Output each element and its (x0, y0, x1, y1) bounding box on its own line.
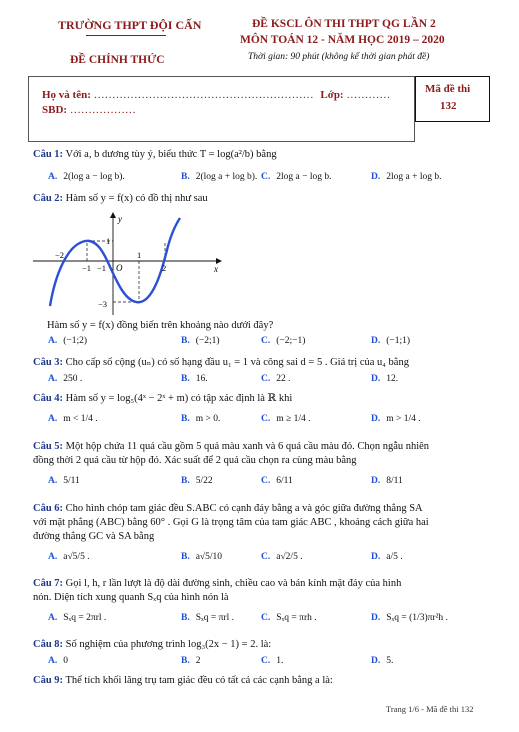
question-4-text: Hàm số y = log₅(4ˣ − 2ˣ + m) có tập xác định là ℝ khi (65, 393, 293, 404)
question-3-text: Cho cấp số cộng (uₙ) có số hạng đầu u₁ = 1 và công sai d = 5 . Giá trị của u₄ bằng (65, 357, 409, 368)
exam-title: ĐỀ KSCL ÔN THI THPT QG LẦN 2 (252, 18, 436, 30)
name-label: Họ và tên: (42, 89, 91, 101)
q1-option-d[interactable]: D. 2log a + log b. (371, 172, 442, 182)
official-label: ĐỀ CHÍNH THỨC (70, 54, 165, 66)
tick-x2: 2 (162, 263, 167, 273)
question-3-label: Câu 3: (33, 357, 64, 368)
sbd-dots: ……………… (69, 104, 136, 116)
q2-option-b[interactable]: B. (−2;1) (181, 336, 220, 346)
q8-option-b[interactable]: B. 2 (181, 656, 201, 666)
tick-y1: 1 (106, 236, 111, 246)
question-7-text-2: nón. Diện tích xung quanh Sₓq của hình nón là (33, 592, 229, 603)
question-2-label: Câu 2: (33, 193, 64, 204)
q4-option-a[interactable]: A. m < 1/4 . (48, 414, 98, 424)
q7-option-d[interactable]: D. Sₓq = (1/3)πr²h . (371, 613, 448, 623)
question-7-label: Câu 7: (33, 578, 64, 589)
q7-option-b[interactable]: B. Sₓq = πrl . (181, 613, 234, 623)
q8-option-a[interactable]: A. 0 (48, 656, 68, 666)
page-footer: Trang 1/6 - Mã đề thi 132 (386, 704, 474, 714)
question-5-text: Một hộp chứa 11 quả cầu gồm 5 quả màu xanh và 6 quả cầu màu đỏ. Chọn ngẫu nhiên (65, 441, 430, 452)
q4-option-d[interactable]: D. m > 1/4 . (371, 414, 421, 424)
q5-option-b[interactable]: B. 5/22 (181, 476, 213, 486)
q4-option-c[interactable]: C. m ≥ 1/4 . (261, 414, 311, 424)
question-4-label: Câu 4: (33, 393, 64, 404)
tick-xm1: −1 (82, 263, 92, 273)
question-9-text: Thể tích khối lăng trụ tam giác đều có tất cả các cạnh bằng a là: (65, 675, 333, 686)
q6-option-c[interactable]: C. a√2/5 . (261, 552, 303, 562)
q6-option-d[interactable]: D. a/5 . (371, 552, 403, 562)
question-8-label: Câu 8: (33, 639, 64, 650)
question-7-text: Gọi l, h, r lần lượt là độ dài đường sinh, chiều cao và bán kính mặt đáy của hình (65, 578, 402, 589)
question-5-text-2: đồng thời 2 quả cầu từ hộp đó. Xác suất để 2 quả cầu chọn ra cùng màu bằng (33, 455, 357, 466)
exam-subject: MÔN TOÁN 12 - NĂM HỌC 2019 – 2020 (240, 34, 445, 46)
tick-xm2: −2 (55, 250, 65, 260)
question-6-text-3: đường thẳng GC và SA bằng (33, 531, 155, 542)
q8-option-c[interactable]: C. 1. (261, 656, 284, 666)
name-line (42, 89, 390, 101)
q2-option-d[interactable]: D. (−1;1) (371, 336, 411, 346)
y-axis-arrow (110, 212, 116, 218)
question-5 (33, 440, 429, 453)
question-9 (33, 674, 333, 687)
question-2-text: Hàm số y = f(x) có đồ thị như sau (65, 193, 208, 204)
q3-option-a[interactable]: A. 250 . (48, 374, 83, 384)
q3-option-d[interactable]: D. 12. (371, 374, 399, 384)
q1-option-b[interactable]: B. 2(log a + log b). (181, 172, 258, 182)
question-4 (33, 392, 292, 405)
exam-time: Thời gian: 90 phút (không kể thời gian phát đề) (248, 52, 430, 62)
question-8 (33, 638, 271, 651)
question-5-label: Câu 5: (33, 441, 64, 452)
q7-option-c[interactable]: C. Sₓq = πrh . (261, 613, 317, 623)
question-6-label: Câu 6: (33, 503, 64, 514)
q2-option-c[interactable]: C. (−2;−1) (261, 336, 306, 346)
q5-option-a[interactable]: A. 5/11 (48, 476, 80, 486)
q2-option-a[interactable]: A. (−1;2) (48, 336, 88, 346)
question-1-text: Với a, b dương tùy ý, biểu thức T = log(a²/b) bằng (65, 149, 277, 160)
tick-ym3: −3 (98, 299, 108, 309)
question-6 (33, 502, 423, 515)
class-dots: ………… (346, 89, 391, 101)
x-axis-label: x (214, 264, 218, 274)
question-1 (33, 148, 277, 161)
school-name: TRƯỜNG THPT ĐỘI CẤN (58, 18, 202, 32)
q4-option-b[interactable]: B. m > 0. (181, 414, 221, 424)
q5-option-c[interactable]: C. 6/11 (261, 476, 293, 486)
name-dots: …………………………………………………… (93, 89, 314, 101)
question-6-text: Cho hình chóp tam giác đều S.ABC có cạnh đáy bằng a và góc giữa đường thẳng SA (65, 503, 423, 514)
q8-option-d[interactable]: D. 5. (371, 656, 394, 666)
school-underline (86, 35, 166, 36)
question-2-prompt: Hàm số y = f(x) đồng biến trên khoảng nào dưới đây? (47, 320, 274, 331)
question-2 (33, 192, 208, 205)
q1-option-c[interactable]: C. 2log a − log b. (261, 172, 332, 182)
exam-code-label: Mã đề thi (425, 83, 471, 95)
y-axis-label: y (118, 214, 122, 224)
question-3 (33, 356, 409, 369)
exam-code-value: 132 (440, 100, 457, 112)
tick-ym1: −1 (97, 263, 107, 273)
sbd-line (42, 104, 136, 116)
question-1-label: Câu 1: (33, 149, 64, 160)
question-9-label: Câu 9: (33, 675, 64, 686)
q7-option-a[interactable]: A. Sₓq = 2πrl . (48, 613, 107, 623)
sbd-label: SBD: (42, 104, 68, 116)
function-graph (28, 210, 228, 322)
origin-label: O (116, 263, 123, 273)
tick-x1: 1 (137, 250, 142, 260)
graph-curve (50, 218, 180, 306)
q5-option-d[interactable]: D. 8/11 (371, 476, 403, 486)
q6-option-b[interactable]: B. a√5/10 (181, 552, 223, 562)
q6-option-a[interactable]: A. a√5/5 . (48, 552, 90, 562)
question-8-text: Số nghiệm của phương trình log₃(2x − 1) = 2. là: (65, 639, 272, 650)
question-6-text-2: với mặt phẳng (ABC) bằng 60° . Gọi G là trọng tâm của tam giác ABC , khoảng cách giữa hai (33, 517, 429, 528)
class-label: Lớp: (320, 89, 344, 101)
question-7 (33, 577, 401, 590)
q1-option-a[interactable]: A. 2(log a − log b). (48, 172, 125, 182)
q3-option-b[interactable]: B. 16. (181, 374, 208, 384)
q3-option-c[interactable]: C. 22 . (261, 374, 291, 384)
